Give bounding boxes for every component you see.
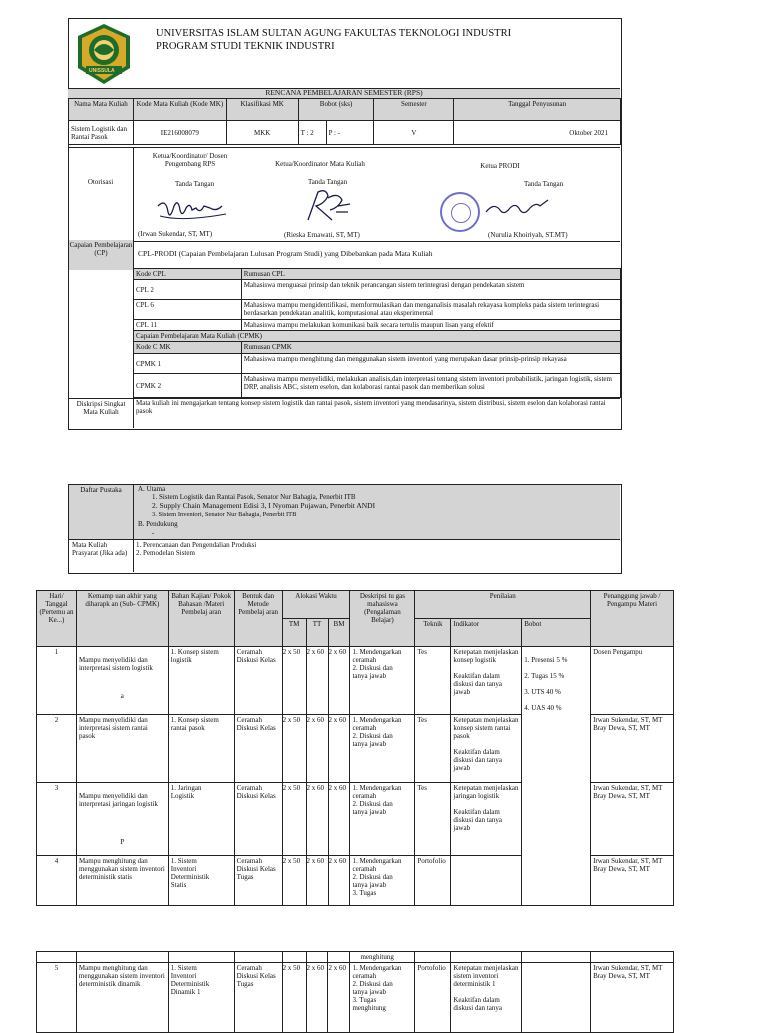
bobot-item: 3. UTS 40 % — [524, 688, 561, 696]
prasyarat-top-line — [68, 539, 620, 540]
row-bm: 2 x 60 — [328, 963, 350, 1033]
row-tt: 2 x 60 — [306, 963, 328, 1033]
bobot-item: 2. Tugas 15 % — [524, 672, 565, 680]
row-pengampu: Dosen Pengampu — [591, 647, 674, 715]
bobot-item: 4. UAS 40 % — [524, 704, 562, 712]
signature-rieska — [298, 186, 358, 228]
cpmk-text: Mahasiswa mampu menyelidiki, melakukan analisis,dan interpretasi tentang sistem inventori probabilistik, jaringan logistik, sistem DRP, analisis ABC, sistem eselon, dan kolaborasi rantai pasok dan memberikan solusi — [241, 374, 620, 398]
cpl-code: CPL 11 — [134, 320, 242, 331]
hdr-deskripsi: Deskripsi tu gas mahasiswa (Pengalaman Belajar) — [350, 591, 415, 647]
row-indikator: Ketepatan menjelaskan konsep logistik Keaktifan dalam diskusi dan tanya jawab — [451, 647, 522, 715]
bobot-cell — [522, 647, 591, 906]
hdr-bentuk: Bentuk dan Metode Pembelaj aran — [234, 591, 282, 647]
cont-deskripsi: menghitung — [350, 952, 415, 963]
row-no: 3 — [37, 783, 77, 856]
row-pengampu: Irwan Sukendar, ST, MT Bray Dewa, ST, MT — [591, 783, 674, 856]
hdr-alokasi: Alokasi Waktu — [282, 591, 350, 619]
logo-text: UNISSULA — [89, 68, 115, 74]
row-bentuk: Ceramah Diskusi Kelas — [234, 715, 282, 783]
pustaka-utama-1: 1. Sistem Logistik dan Rantai Pasok, Senator Nur Bahagia, Penerbit ITB — [152, 493, 356, 501]
course-semester: V — [374, 121, 454, 145]
row-bahan: 1. Jaringan Logistik — [168, 783, 234, 856]
cp-label: Capaian Pembelajaran (CP) — [69, 241, 133, 257]
row-kemampuan-text: Mampu menyelidiki dan interpretasi sistem logistik — [78, 656, 153, 672]
hdr-bahan: Bahan Kajian/ Pokok Bahasan /Materi Pembelaj aran — [168, 591, 234, 647]
role-koordinator: Ketua/Koordinator Mata Kuliah — [275, 160, 365, 168]
hdr-tm: TM — [282, 619, 306, 647]
pustaka-pendukung-dash: - — [152, 529, 155, 537]
rumusan-cpmk-header: Rumusan CPMK — [241, 342, 620, 354]
row-indikator: Ketepatan menjelaskan konsep sistem rantai pasok Keaktifan dalam diskusi dan tanya jawab — [451, 715, 522, 783]
cpl-text: Mahasiswa mampu melakukan komunikasi baik secara tertulis maupun lisan yang efektif — [241, 320, 620, 331]
row-kemampuan: Mampu menghitung dan menggunakan sistem inventori deterministik dinamik — [76, 963, 168, 1033]
row-teknik: Portofolio — [415, 963, 451, 1033]
row-tm: 2 x 50 — [282, 715, 306, 783]
cpl-code: CPL 6 — [134, 300, 242, 320]
row-bahan: 1. Konsep sistem logistik — [168, 647, 234, 715]
prasyarat-item-1: 1. Perencanaan dan Pengendalian Produksi — [136, 541, 257, 549]
row-indikator: Ketepatan menjelaskan sistem inventori deterministik 1 Keaktifan dalam diskusi dan tanya — [451, 963, 522, 1033]
cpmk-code: CPMK 1 — [134, 354, 242, 374]
row-bentuk: Ceramah Diskusi Kelas — [234, 647, 282, 715]
row-tm: 2 x 50 — [282, 783, 306, 856]
row-deskripsi: 1. Mendengarkan ceramah 2. Diskusi dan tanya jawab — [350, 783, 415, 856]
name-rieska: (Rieska Ernawati, ST, MT) — [284, 231, 360, 239]
row-no: 4 — [37, 856, 77, 906]
course-sks-t: T : 2 — [298, 121, 326, 145]
row-note: a — [120, 692, 124, 700]
row-kemampuan — [76, 647, 168, 715]
pustaka-label: Daftar Pustaka — [80, 486, 122, 494]
row-kemampuan — [76, 783, 168, 856]
row-tt: 2 x 60 — [306, 647, 328, 715]
col-tanggal: Tanggal Penyusunan — [454, 99, 621, 121]
col-nama-mk: Nama Mata Kuliah — [69, 99, 134, 121]
pustaka-divider — [133, 485, 134, 572]
col-semester: Semester — [374, 99, 454, 121]
row-tt: 2 x 60 — [306, 783, 328, 856]
prodi-stamp — [440, 192, 480, 232]
hdr-hari: Hari/ Tanggal (Pertemu an Ke...) — [37, 591, 77, 647]
row-tm: 2 x 50 — [282, 647, 306, 715]
deskripsi-text: Mata kuliah ini mengajarkan tentang konsep sistem logistik dan rantai pasok, sistem inventori yang mendasarinya, sistem distribusi, sistem eselon dan kolaborasi rantai pasok — [136, 399, 606, 415]
row-pengampu: Irwan Sukendar, ST, MT Bray Dewa, ST, MT — [591, 963, 674, 1033]
cpl-code: CPL 2 — [134, 280, 242, 300]
lesson-plan-table-continued — [36, 951, 674, 1033]
name-irwan: (Irwan Sukendar, ST, MT) — [138, 230, 213, 238]
row-bm: 2 x 60 — [328, 856, 350, 906]
cpmk-title: Capaian Pembelajaran Mata Kuliah (CPMK) — [134, 331, 621, 342]
rumusan-cpl-header: Rumusan CPL — [241, 269, 620, 280]
row-bm: 2 x 60 — [328, 715, 350, 783]
otorisasi-label: Otorisasi — [87, 178, 114, 186]
cpl-table — [133, 268, 621, 398]
row-teknik: Portofolio — [415, 856, 451, 906]
cpmk-text: Mahasiswa mampu menghitung dan menggunakan sistem inventori yang merupakan dasar prinsip-prinsip rekayasa — [241, 354, 620, 374]
col-bobot: Bobot (sks) — [298, 99, 374, 121]
kode-cpl-header: Kode CPL — [134, 269, 242, 280]
name-nurulia: (Nurulia Khoiriyah, ST.MT) — [488, 231, 568, 239]
lesson-plan-table — [36, 590, 674, 906]
hdr-penanggung: Penanggung jawab / Pengampu Materi — [591, 591, 674, 647]
sign-label-1: Tanda Tangan — [175, 180, 215, 188]
row-kemampuan: Mampu menghitung dan menggunakan sistem inventori deterministik statis — [76, 856, 168, 906]
bobot-cell — [522, 963, 591, 1033]
cpmk-code: CPMK 2 — [134, 374, 242, 398]
row-teknik: Tes — [415, 715, 451, 783]
hdr-indikator: Indikator — [451, 619, 522, 647]
row-note: P — [120, 838, 125, 846]
pustaka-utama-label: A. Utama — [138, 485, 166, 493]
row-tt: 2 x 60 — [306, 715, 328, 783]
hdr-penilaian: Penilaian — [415, 591, 591, 619]
row-tm: 2 x 50 — [282, 963, 306, 1033]
kode-cmk-header: Kode C MK — [134, 342, 242, 354]
row-bm: 2 x 60 — [328, 783, 350, 856]
row-bentuk: Ceramah Diskusi Kelas — [234, 783, 282, 856]
hdr-tt: TT — [306, 619, 328, 647]
hdr-bobot: Bobot — [522, 619, 591, 647]
row-no: 1 — [37, 647, 77, 715]
col-kode-mk: Kode Mata Kuliah (Kode MK) — [133, 99, 226, 121]
hdr-kemampuan: Kemamp uan akhir yang diharapk an (Sub- CPMK) — [76, 591, 168, 647]
pustaka-utama-2: 2. Supply Chain Management Edisi 3, I Nyoman Pujawan, Penerbit ANDI — [152, 501, 376, 510]
cpl-prodi-title: CPL-PRODI (Capaian Pembelajaran Lulusan Program Studi) yang Dibebankan pada Mata Kuliah — [138, 249, 433, 258]
row-bentuk: Ceramah Diskusi Kelas Tugas — [234, 963, 282, 1033]
role-prodi: Ketua PRODI — [480, 162, 520, 170]
unissula-logo — [72, 22, 136, 86]
row-pengampu: Irwan Sukendar, ST, MT Bray Dewa, ST, MT — [591, 715, 674, 783]
row-indikator — [451, 856, 522, 906]
sign-label-3: Tanda Tangan — [524, 180, 564, 188]
row-bentuk: Ceramah Diskusi Kelas Tugas — [234, 856, 282, 906]
hdr-teknik: Teknik — [415, 619, 451, 647]
rps-title: RENCANA PEMBELAJARAN SEMESTER (RPS) — [265, 88, 423, 97]
row-no: 5 — [37, 963, 77, 1033]
row-bahan: 1. Sistem Inventori Deterministik Dinamik 1 — [168, 963, 234, 1033]
pustaka-pendukung-label: B. Pendukung — [138, 520, 178, 528]
role-pengembang: Ketua/Koordinator/ Dosen Pengembang RPS — [152, 152, 228, 168]
row-bm: 2 x 60 — [328, 647, 350, 715]
col-klasifikasi: Klasifikasi MK — [226, 99, 298, 121]
row-teknik: Tes — [415, 783, 451, 856]
university-line: UNIVERSITAS ISLAM SULTAN AGUNG FAKULTAS TEKNOLOGI INDUSTRI — [156, 28, 512, 39]
row-teknik: Tes — [415, 647, 451, 715]
row-deskripsi: 1. Mendengarkan ceramah 2. Diskusi dan tanya jawab 3. Tugas — [350, 856, 415, 906]
row-no: 2 — [37, 715, 77, 783]
row-tm: 2 x 50 — [282, 856, 306, 906]
row-kemampuan: Mampu menyelidiki dan interpretasi sistem rantai pasok — [76, 715, 168, 783]
row-pengampu: Irwan Sukendar, ST, MT Bray Dewa, ST, MT — [591, 856, 674, 906]
course-sks-p: P : - — [326, 121, 374, 145]
row-deskripsi: 1. Mendengarkan ceramah 2. Diskusi dan tanya jawab 3. Tugas menghitung — [350, 963, 415, 1033]
prasyarat-item-2: 2. Pemodelan Sistem — [136, 549, 195, 557]
row-deskripsi: 1. Mendengarkan ceramah 2. Diskusi dan tanya jawab — [350, 715, 415, 783]
course-code: IE216008079 — [133, 121, 226, 145]
row-indikator: Ketepatan menjelaskan jaringan logistik Keaktifan dalam diskusi dan tanya jawab — [451, 783, 522, 856]
cpl-text: Mahasiswa menguasai prinsip dan teknik perancangan sistem terintegrasi dengan pendekatan sistem — [241, 280, 620, 300]
hdr-bm: BM — [328, 619, 350, 647]
row-deskripsi: 1. Mendengarkan ceramah 2. Diskusi dan tanya jawab — [350, 647, 415, 715]
deskripsi-label: Diskripsi Singkat Mata Kuliah — [76, 400, 126, 416]
sign-label-2: Tanda Tangan — [308, 178, 348, 186]
otorisasi-divider — [133, 147, 134, 240]
cpl-text: Mahasiswa mampu mengidentifikasi, memformulasikan dan menganalisis masalah rekayasa kompleks pada sistem terintegrasi berdasarkan pendekatan analitik, komputasional atau eksperimental — [241, 300, 620, 320]
row-kemampuan-text: Mampu menyelidiki dan interpretasi jaringan logistik — [78, 792, 158, 808]
course-classification: MKK — [226, 121, 298, 145]
row-bahan: 1. Sistem Inventori Deterministik Statis — [168, 856, 234, 906]
program-line: PROGRAM STUDI TEKNIK INDUSTRI — [156, 41, 335, 52]
bobot-item: 1. Presensi 5 % — [524, 656, 568, 664]
course-info-table — [68, 98, 621, 145]
signature-nurulia — [482, 194, 558, 224]
row-tt: 2 x 60 — [306, 856, 328, 906]
prasyarat-label: Mata Kuliah Prasyarat (Jika ada) — [72, 541, 128, 557]
course-date: Oktober 2021 — [454, 121, 621, 145]
signature-irwan — [152, 192, 232, 226]
row-bahan: 1. Konsep sistem rantai pasok — [168, 715, 234, 783]
course-name: Sistem Logistik dan Rantai Pasok — [69, 121, 134, 145]
pustaka-utama-3: 3. Sistem Inventori, Senator Nur Bahagia, Penerbit ITB — [152, 511, 297, 518]
